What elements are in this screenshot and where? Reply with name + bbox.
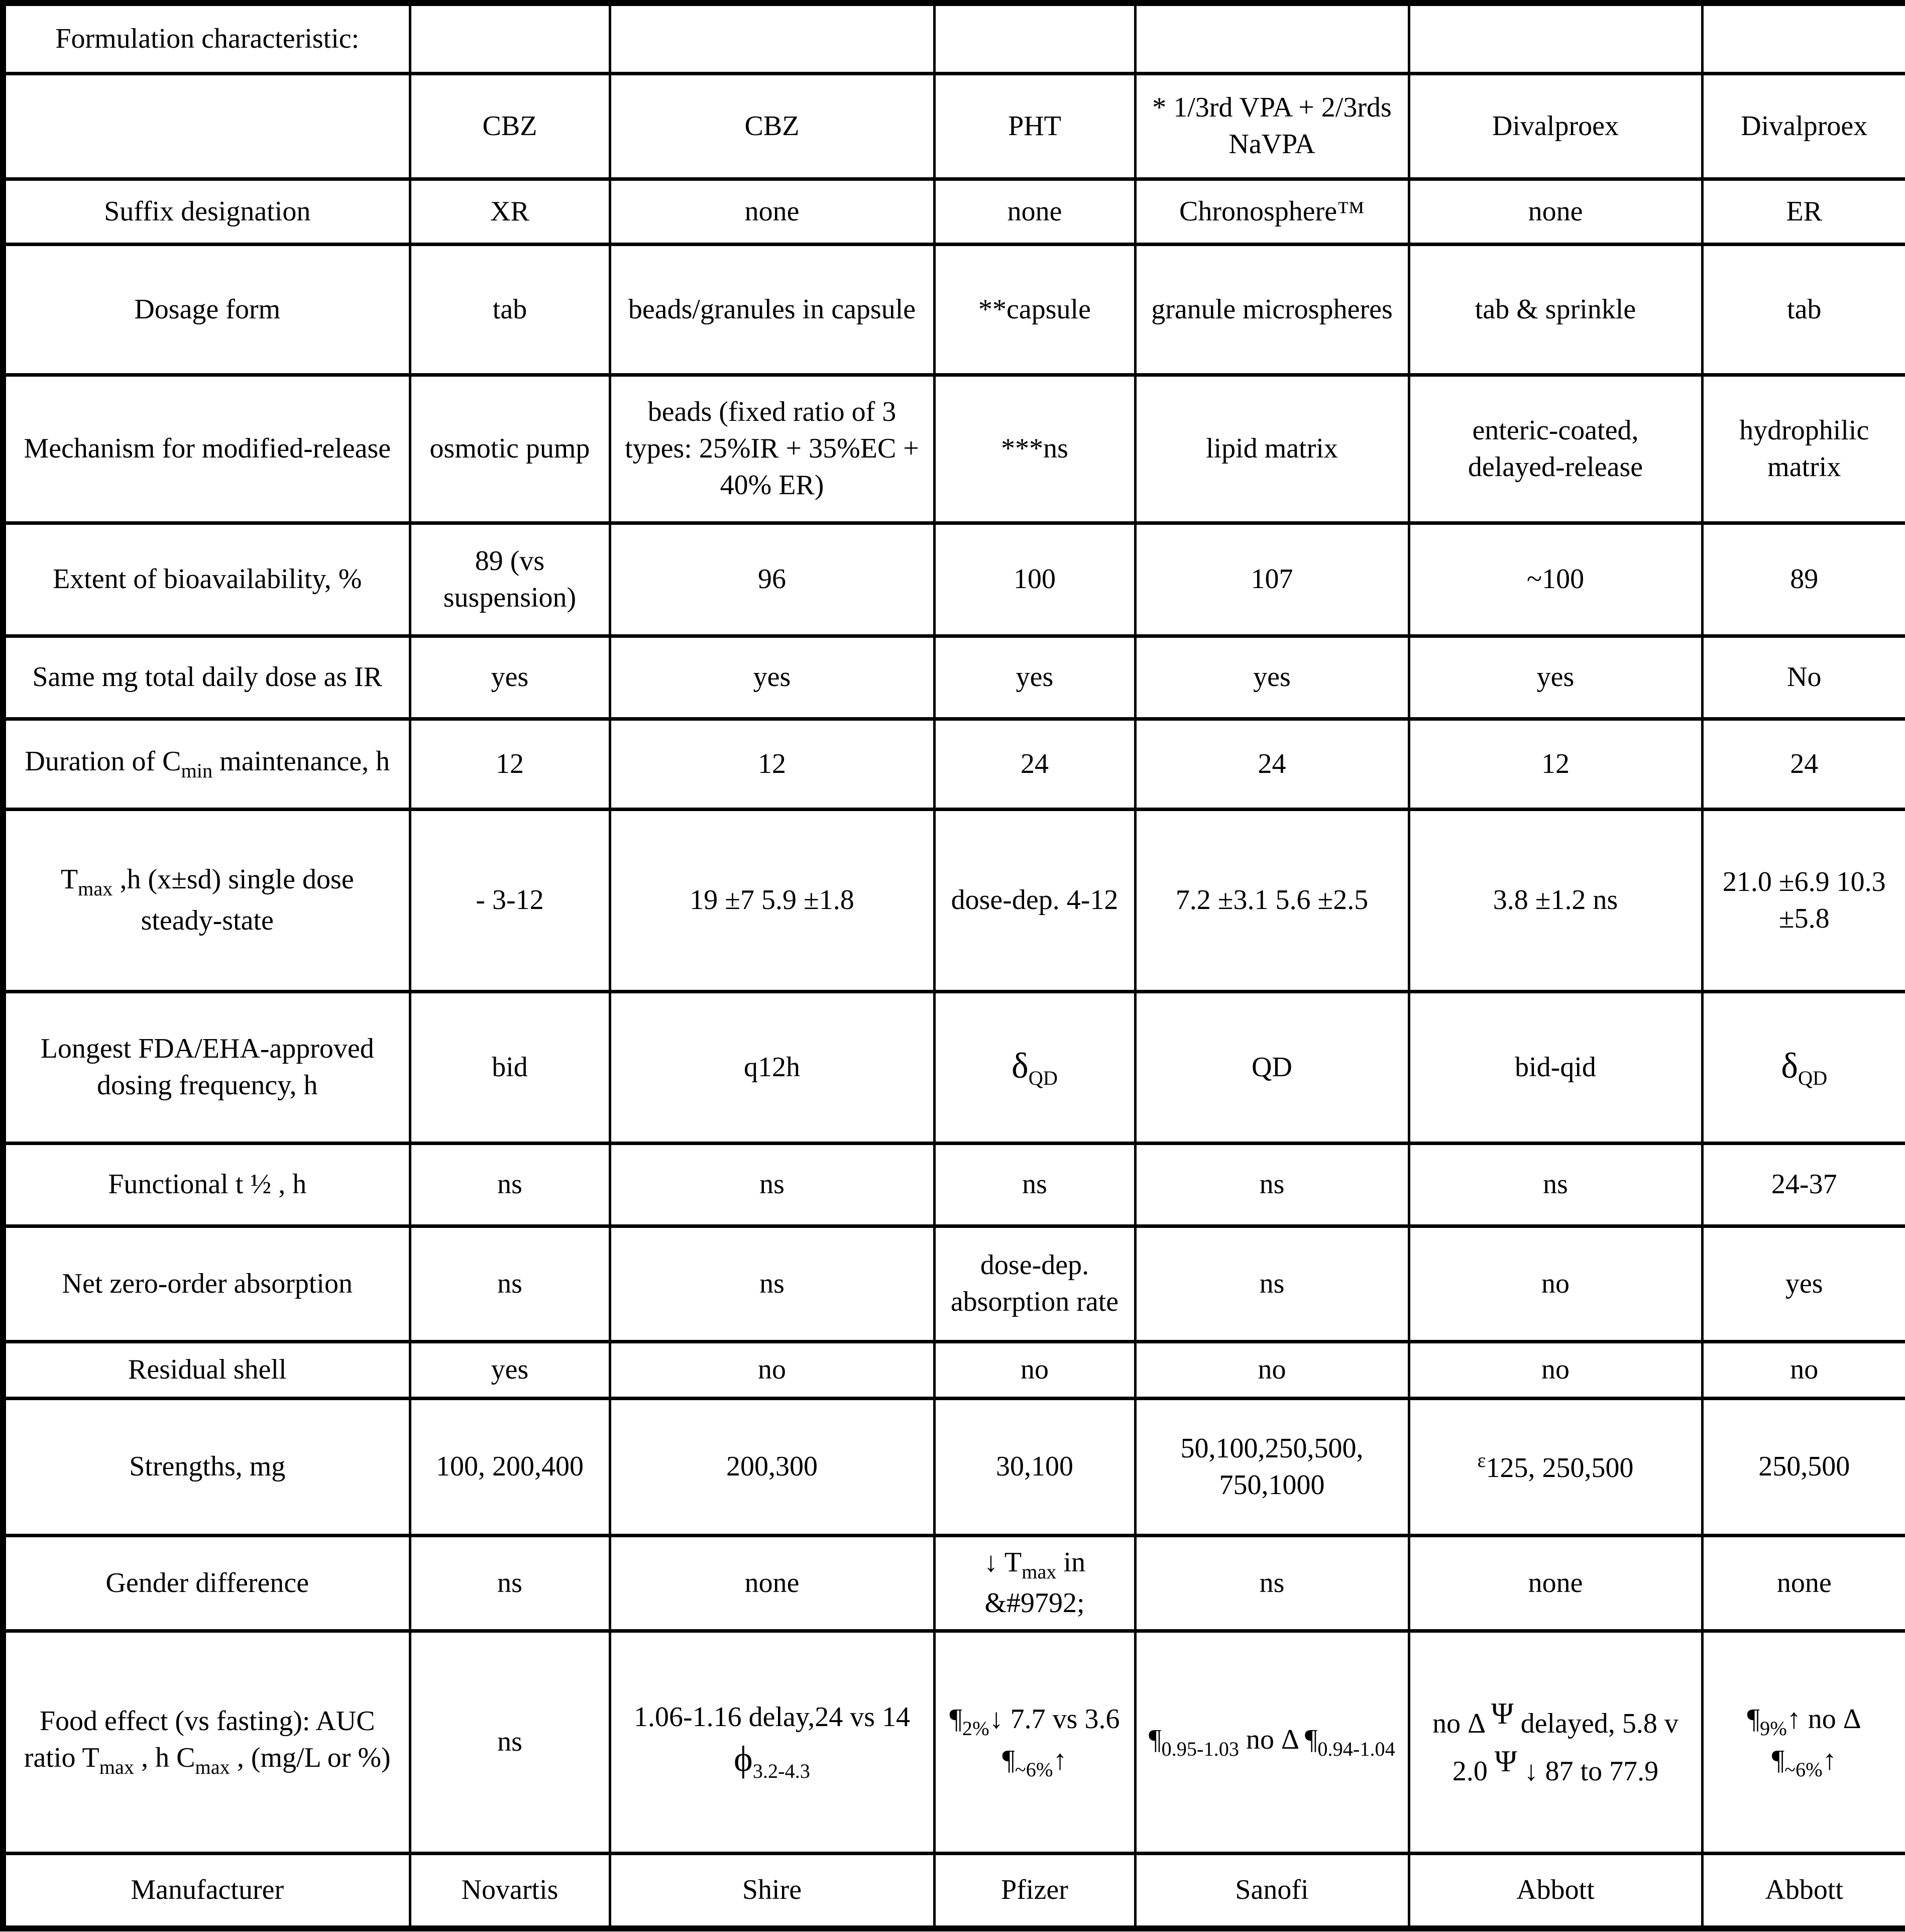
table-cell: Abbott	[1409, 1853, 1702, 1928]
table-row-residual-shell	[3, 1341, 1905, 1398]
table-cell: ns	[1135, 1226, 1409, 1341]
table-cell: ns	[410, 1226, 610, 1341]
table-cell: No	[1702, 636, 1905, 719]
table-cell: beads (fixed ratio of 3 types: 25%IR + 35%EC + 40% ER)	[610, 375, 934, 523]
table-cell: 21.0 ±6.9 10.3 ±5.8	[1702, 809, 1905, 991]
table-cell: 96	[610, 523, 934, 636]
table-cell: granule microspheres	[1135, 244, 1409, 375]
table-cell: 3.8 ±1.2 ns	[1409, 809, 1702, 991]
row-label: Extent of bioavailability, %	[3, 523, 410, 636]
table-row-header	[3, 3, 1905, 73]
table-cell: yes	[1702, 1226, 1905, 1341]
table-cell: 50,100,250,500, 750,1000	[1135, 1398, 1409, 1535]
table-cell: Divalproex	[1702, 73, 1905, 179]
table-cell: bid	[410, 991, 610, 1143]
row-label	[3, 73, 410, 179]
table-cell: yes	[934, 636, 1135, 719]
row-label: Suffix designation	[3, 179, 410, 244]
table-cell: 1.06-1.16 delay,24 vs 14 $\phi_{3.2-4.3}$	[610, 1631, 934, 1853]
table-cell: beads/granules in capsule	[610, 244, 934, 375]
table-cell: ns	[1135, 1535, 1409, 1631]
table-cell	[1702, 3, 1905, 73]
row-label: $T_{max}$ ,h (x±sd) single dose steady-state	[3, 809, 410, 991]
table-cell: 200,300	[610, 1398, 934, 1535]
table-row-food-effect	[3, 1631, 1905, 1853]
table-cell: 12	[1409, 719, 1702, 809]
table-cell: **capsule	[934, 244, 1135, 375]
table-cell: yes	[1409, 636, 1702, 719]
table-cell: ns	[610, 1226, 934, 1341]
table-cell: 100, 200,400	[410, 1398, 610, 1535]
table-cell	[934, 3, 1135, 73]
table-cell: no	[934, 1341, 1135, 1398]
table-cell: $\delta_{QD}$	[934, 991, 1135, 1143]
table-cell: QD	[1135, 991, 1409, 1143]
row-label: Residual shell	[3, 1341, 410, 1398]
table-cell: tab	[410, 244, 610, 375]
table-cell: $^\varepsilon$125, 250,500	[1409, 1398, 1702, 1535]
table-cell: Pfizer	[934, 1853, 1135, 1928]
table-cell: $\P_{0.95-1.03}$ no Δ $\P_{0.94-1.04}$	[1135, 1631, 1409, 1853]
table-row-dosing-frequency	[3, 991, 1905, 1143]
table-cell: 24	[1135, 719, 1409, 809]
table-cell: ns	[1135, 1143, 1409, 1226]
table-cell: Shire	[610, 1853, 934, 1928]
table-cell: Chronosphere™	[1135, 179, 1409, 244]
table-cell: yes	[610, 636, 934, 719]
row-label: Duration of $C_{min}$ maintenance, h	[3, 719, 410, 809]
table-cell: CBZ	[410, 73, 610, 179]
table-cell	[610, 3, 934, 73]
table-row-cmin-duration	[3, 719, 1905, 809]
table-cell: 19 ±7 5.9 ±1.8	[610, 809, 934, 991]
table-cell: ~100	[1409, 523, 1702, 636]
table-cell: dose-dep. absorption rate	[934, 1226, 1135, 1341]
table-row-gender-difference	[3, 1535, 1905, 1631]
table-cell: ns	[1409, 1143, 1702, 1226]
table-cell	[410, 3, 610, 73]
table-cell: yes	[410, 636, 610, 719]
row-label: Mechanism for modified-release	[3, 375, 410, 523]
table-cell: Abbott	[1702, 1853, 1905, 1928]
table-cell: * 1/3rd VPA + 2/3rds NaVPA	[1135, 73, 1409, 179]
table-cell: ns	[410, 1631, 610, 1853]
table-cell: none	[1409, 179, 1702, 244]
table-cell: hydrophilic matrix	[1702, 375, 1905, 523]
table-cell: ER	[1702, 179, 1905, 244]
table-cell: 107	[1135, 523, 1409, 636]
table-cell: 250,500	[1702, 1398, 1905, 1535]
table-cell: none	[1409, 1535, 1702, 1631]
table-cell: ***ns	[934, 375, 1135, 523]
table-cell: tab & sprinkle	[1409, 244, 1702, 375]
table-cell: $\P_{2\%}↓$ 7.7 vs 3.6 $\P_{\sim 6\%}↑$	[934, 1631, 1135, 1853]
table-row-bioavailability	[3, 523, 1905, 636]
table-cell: 89 (vs suspension)	[410, 523, 610, 636]
table-row-same-dose	[3, 636, 1905, 719]
table-cell: lipid matrix	[1135, 375, 1409, 523]
table-cell: ↓ $T_{max}$ in &#9792;	[934, 1535, 1135, 1631]
table-cell: yes	[410, 1341, 610, 1398]
table-cell: none	[610, 1535, 934, 1631]
table-cell: 12	[610, 719, 934, 809]
table-cell: 100	[934, 523, 1135, 636]
table-cell: yes	[1135, 636, 1409, 719]
table-cell: 89	[1702, 523, 1905, 636]
table-row-tmax	[3, 809, 1905, 991]
row-label: Manufacturer	[3, 1853, 410, 1928]
row-label: Gender difference	[3, 1535, 410, 1631]
table-cell: ns	[934, 1143, 1135, 1226]
table-cell: 24-37	[1702, 1143, 1905, 1226]
table-cell: 30,100	[934, 1398, 1135, 1535]
row-label: Longest FDA/EHA-approved dosing frequency, h	[3, 991, 410, 1143]
table-cell: tab	[1702, 244, 1905, 375]
table-cell: none	[1702, 1535, 1905, 1631]
table-row-suffix	[3, 179, 1905, 244]
table-cell: no	[1702, 1341, 1905, 1398]
table-cell: ns	[410, 1535, 610, 1631]
table-cell: no	[610, 1341, 934, 1398]
table-cell: no	[1135, 1341, 1409, 1398]
table-cell: $\delta_{QD}$	[1702, 991, 1905, 1143]
row-label: Food effect (vs fasting): AUC ratio $T_{max}$ , h $C_{max}$ , (mg/L or %)	[3, 1631, 410, 1853]
table-cell: Divalproex	[1409, 73, 1702, 179]
table-cell: no	[1409, 1341, 1702, 1398]
table-cell: q12h	[610, 991, 934, 1143]
table-cell: ns	[610, 1143, 934, 1226]
row-label: Functional t ½ , h	[3, 1143, 410, 1226]
table-row-strengths	[3, 1398, 1905, 1535]
table-row-dosage-form	[3, 244, 1905, 375]
table-row-manufacturer	[3, 1853, 1905, 1928]
table-cell: CBZ	[610, 73, 934, 179]
table-cell: XR	[410, 179, 610, 244]
table-row-functional-half-life	[3, 1143, 1905, 1226]
table-cell: osmotic pump	[410, 375, 610, 523]
table-cell: enteric-coated, delayed-release	[1409, 375, 1702, 523]
table-cell: 12	[410, 719, 610, 809]
table-cell: no Δ Ψ delayed, 5.8 v 2.0 Ψ ↓ 87 to 77.9	[1409, 1631, 1702, 1853]
table-cell: Novartis	[410, 1853, 610, 1928]
table-cell: dose-dep. 4-12	[934, 809, 1135, 991]
table-cell: bid-qid	[1409, 991, 1702, 1143]
row-label: Strengths, mg	[3, 1398, 410, 1535]
table-row-zero-order-absorption	[3, 1226, 1905, 1341]
table-cell	[1135, 3, 1409, 73]
table-cell: 24	[934, 719, 1135, 809]
row-label: Same mg total daily dose as IR	[3, 636, 410, 719]
corner-label: Formulation characteristic:	[3, 3, 410, 73]
table-cell: 24	[1702, 719, 1905, 809]
table-cell: $\P_{9\%}↑$ no Δ $\P_{\sim 6\%}↑$	[1702, 1631, 1905, 1853]
table-cell: PHT	[934, 73, 1135, 179]
table-cell: ns	[410, 1143, 610, 1226]
table-cell: none	[610, 179, 934, 244]
row-label: Net zero-order absorption	[3, 1226, 410, 1341]
table-cell: 7.2 ±3.1 5.6 ±2.5	[1135, 809, 1409, 991]
table-cell: - 3-12	[410, 809, 610, 991]
table-row-mechanism	[3, 375, 1905, 523]
table-cell: no	[1409, 1226, 1702, 1341]
table-cell: none	[934, 179, 1135, 244]
table-cell	[1409, 3, 1702, 73]
table-row-drug-names	[3, 73, 1905, 179]
row-label: Dosage form	[3, 244, 410, 375]
table-cell: Sanofi	[1135, 1853, 1409, 1928]
